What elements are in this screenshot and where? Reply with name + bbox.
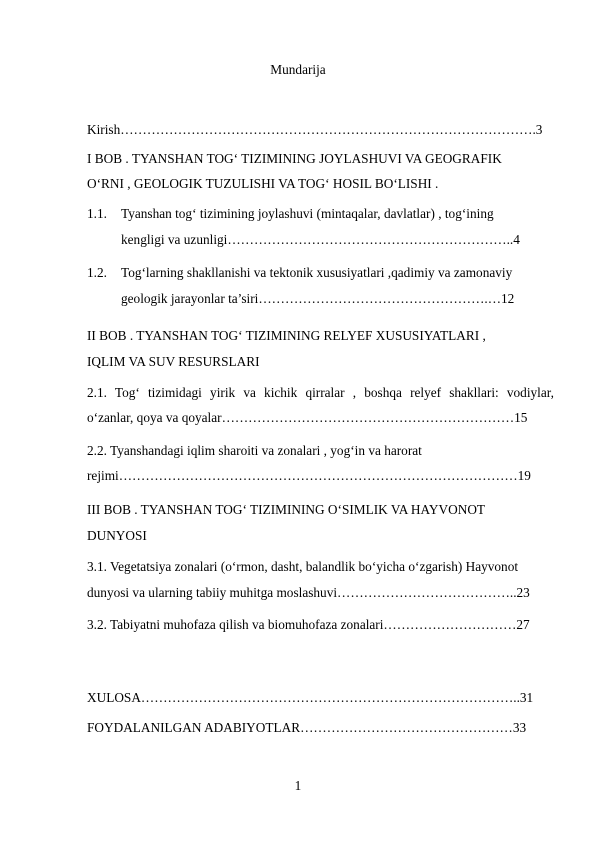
toc-chapter-3-title-line-1: III BOB . TYANSHAN TOG‘ TIZIMINING O‘SIMLIK VA HAYVONOT [87, 502, 486, 517]
toc-section-3-2: 3.2. Tabiyatni muhofaza qilish va biomuhofaza zonalari…………………………27 [87, 617, 530, 632]
toc-entry-kirish: Kirish………………………………………………………………………………….3 [87, 122, 543, 137]
toc-section-1-2-line-2: geologik jarayonlar ta’siri…………………………………………….…12 [121, 291, 515, 306]
page-number: 1 [294, 778, 302, 793]
page-title: Mundarija [270, 62, 326, 77]
toc-chapter-2-title-line-2: IQLIM VA SUV RESURSLARI [87, 354, 260, 369]
toc-section-1-1-line-2: kengligi va uzunligi………………………………………………………..4 [121, 232, 520, 247]
toc-chapter-1-title-line-1: I BOB . TYANSHAN TOG‘ TIZIMINING JOYLASHUVI VA GEOGRAFIK [87, 151, 502, 166]
toc-section-2-1-line-1: 2.1. Tog‘ tizimidagi yirik va kichik qirralar , boshqa relyef shakllari: vodiylar, [87, 385, 554, 400]
toc-section-1-2-number: 1.2. [87, 265, 107, 280]
toc-entry-adabiyotlar: FOYDALANILGAN ADABIYOTLAR…………………………………………33 [87, 720, 527, 735]
toc-section-2-1-line-2: o‘zanlar, qoya va qoyalar…………………………………………………………15 [87, 410, 528, 425]
toc-chapter-2-title-line-1: II BOB . TYANSHAN TOG‘ TIZIMINING RELYEF XUSUSIYATLARI , [87, 328, 486, 343]
toc-section-3-1-line-1: 3.1. Vegetatsiya zonalari (o‘rmon, dasht, balandlik bo‘yicha o‘zgarish) Hayvonot [87, 559, 519, 574]
toc-section-3-1-line-2: dunyosi va ularning tabiiy muhitga moslashuvi…………………………………..23 [87, 585, 530, 600]
toc-chapter-1-title-line-2: O‘RNI , GEOLOGIK TUZULISHI VA TOG‘ HOSIL BO‘LISHI . [87, 176, 439, 191]
toc-section-2-2-line-1: 2.2. Tyanshandagi iqlim sharoiti va zonalari , yog‘in va harorat [87, 443, 422, 458]
toc-section-1-1-number: 1.1. [87, 206, 107, 221]
toc-entry-xulosa: XULOSA…………………………………………………………………………..31 [87, 690, 534, 705]
toc-section-1-2-line-1: Tog‘larning shakllanishi va tektonik xususiyatlari ,qadimiy va zamonaviy [121, 265, 513, 280]
toc-chapter-3-title-line-2: DUNYOSI [87, 528, 147, 543]
toc-section-2-2-line-2: rejimi………………………………………………………………………………19 [87, 468, 531, 483]
toc-section-1-1-line-1: Tyanshan tog‘ tizimining joylashuvi (mintaqalar, davlatlar) , tog‘ining [121, 206, 494, 221]
